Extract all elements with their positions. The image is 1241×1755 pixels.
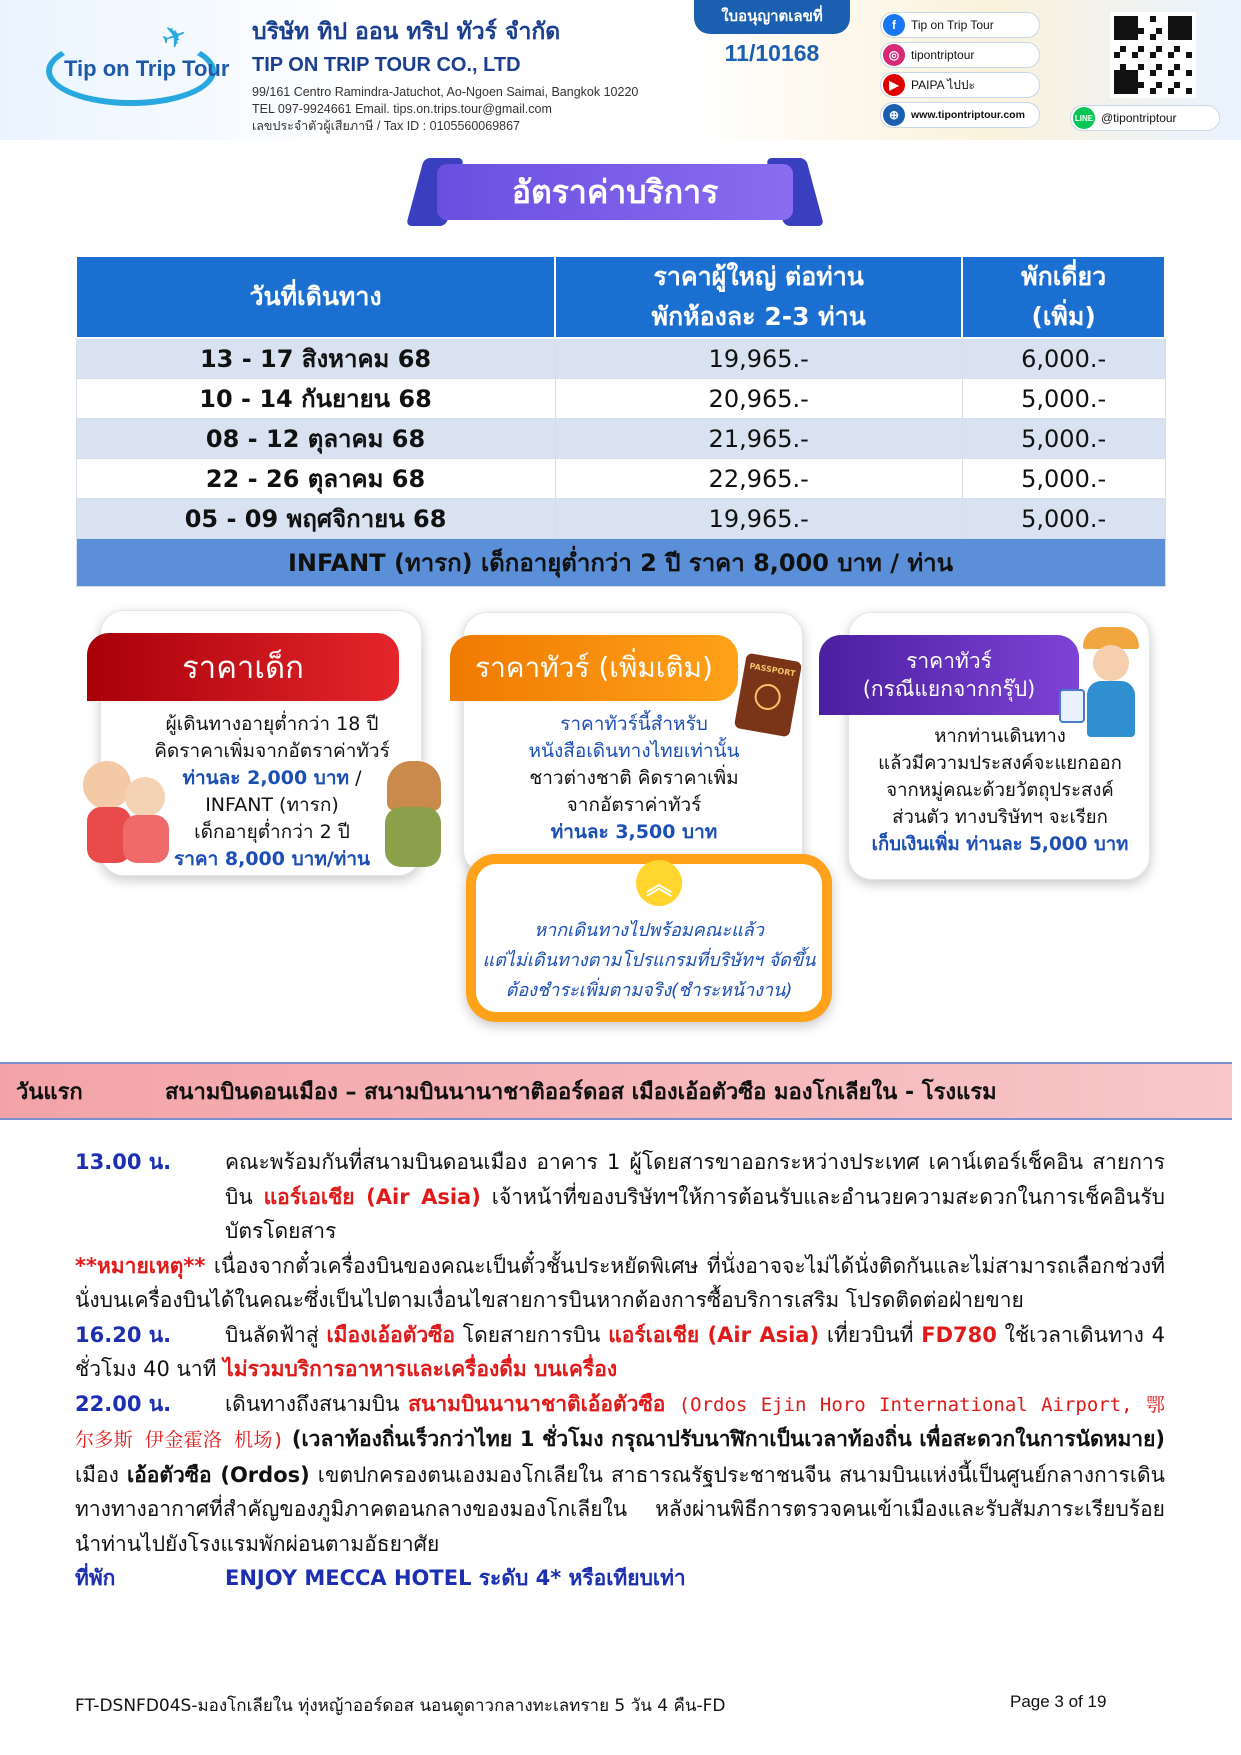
separate-price-title — [819, 635, 1079, 715]
note-label: **หมายเหตุ** — [75, 1253, 206, 1278]
passport-label: PASSPORT — [748, 661, 797, 679]
header-single — [962, 256, 1165, 338]
itinerary-item — [75, 1318, 1165, 1387]
youtube-icon: ▶ — [883, 74, 905, 96]
row-single-price: 5,000.- — [962, 379, 1165, 419]
notice-line-2: แต่ไม่เดินทางตามโปรแกรมที่บริษัทฯ จัดขึ้น — [482, 950, 816, 971]
flight-number: FD780 — [921, 1322, 997, 1347]
company-info — [252, 14, 638, 133]
company-name-en: TIP ON TRIP TOUR CO., LTD — [252, 54, 521, 76]
extra-price-title: ราคาทัวร์ (เพิ่มเติม) — [450, 635, 738, 701]
line-link[interactable] — [1070, 105, 1220, 131]
child-line-3 — [141, 765, 403, 792]
row-adult-price: 19,965.- — [555, 499, 962, 539]
youtube-label: PAIPA ไปปะ — [911, 77, 975, 92]
license-number: 11/10168 — [724, 40, 820, 66]
header-single-line2: (เพิ่ม) — [1031, 302, 1096, 331]
youtube-link[interactable] — [880, 72, 1040, 98]
infant-note: INFANT (ทารก) เด็กอายุต่ำกว่า 2 ปี ราคา 8,000 บาท / ท่าน — [76, 539, 1165, 587]
facebook-icon: f — [883, 14, 905, 36]
separate-title-line2: (กรณีแยกจากกรุ๊ป) — [862, 677, 1036, 701]
license-box — [694, 0, 850, 67]
separate-line-3: จากหมู่คณะด้วยวัตถุประสงค์ — [886, 780, 1114, 801]
instagram-link[interactable] — [880, 42, 1040, 68]
row-date: 13 - 17 สิงหาคม 68 — [76, 338, 555, 379]
social-links — [880, 12, 1040, 132]
header-adult-line1: ราคาผู้ใหญ่ ต่อท่าน — [653, 262, 864, 291]
table-row — [76, 459, 1165, 499]
separate-line-1: หากท่านเดินทาง — [934, 726, 1066, 747]
company-address: 99/161 Centro Ramindra-Jatuchot, Ao-Ngoen Saimai, Bangkok 10220 — [252, 85, 639, 99]
airline-name: แอร์เอเชีย (Air Asia) — [263, 1184, 481, 1209]
itinerary — [75, 1145, 1165, 1596]
separate-line-4: ส่วนตัว ทางบริษัทฯ จะเรียก — [892, 807, 1108, 828]
website-link[interactable] — [880, 102, 1040, 128]
instagram-icon: ◎ — [883, 44, 905, 66]
kid-body-right — [385, 807, 441, 867]
itinerary-item — [75, 1387, 1165, 1562]
day-1-label: วันแรก — [16, 1079, 83, 1105]
facebook-label: Tip on Trip Tour — [911, 18, 994, 32]
kid-illustration-left — [83, 761, 131, 809]
section-title-ribbon — [415, 158, 815, 226]
row-single-price: 6,000.- — [962, 338, 1165, 379]
airport-name: สนามบินนานาชาติเอ้อตัวซือ — [408, 1391, 666, 1416]
extra-line-4: จากอัตราค่าทัวร์ — [566, 794, 702, 816]
separate-price-body — [859, 723, 1141, 858]
airline-name: แอร์เอเชีย (Air Asia) — [608, 1322, 820, 1347]
separate-price-card — [848, 612, 1150, 880]
row-date: 05 - 09 พฤศจิกายน 68 — [76, 499, 555, 539]
facebook-link[interactable] — [880, 12, 1040, 38]
extra-price-body — [484, 711, 784, 846]
day-1-title: สนามบินดอนเมือง – สนามบินนานาชาติออร์ดอส เมืองเอ้อตัวซือ มองโกเลียใน - โรงแรม — [165, 1079, 997, 1105]
header-single-line1: พักเดี่ยว — [1021, 262, 1107, 291]
table-header-row — [76, 256, 1165, 338]
extra-line-1: ราคาทัวร์นี้สำหรับ — [560, 713, 708, 735]
hotel-row — [75, 1561, 1165, 1596]
line-label: @tipontriptour — [1101, 111, 1177, 125]
notice-card — [466, 854, 832, 1022]
row-single-price: 5,000.- — [962, 459, 1165, 499]
itinerary-item — [75, 1145, 1165, 1249]
row-date: 10 - 14 กันยายน 68 — [76, 379, 555, 419]
globe-icon: ⊕ — [883, 104, 905, 126]
separate-line-2: แล้วมีความประสงค์จะแยกออก — [878, 753, 1122, 774]
row-single-price: 5,000.- — [962, 419, 1165, 459]
text-segment: เดินทางถึงสนามบิน — [225, 1391, 409, 1416]
notice-line-1: หากเดินทางไปพร้อมคณะแล้ว — [534, 920, 764, 941]
text-segment: ใช้เวลาเดินทาง 4 ชั่วโมง 40 นาที — [75, 1322, 1165, 1381]
separate-title-line1: ราคาทัวร์ — [906, 649, 992, 673]
line-icon: LINE — [1073, 107, 1095, 129]
header-adult — [555, 256, 962, 338]
company-tax-id: เลขประจำตัวผู้เสียภาษี / Tax ID : 0105560069867 — [252, 119, 521, 133]
table-row — [76, 379, 1165, 419]
row-adult-price: 19,965.- — [555, 338, 962, 379]
child-infant-price: ราคา 8,000 บาท/ท่าน — [174, 848, 370, 870]
city-name: เอ้อตัวซือ (Ordos) — [126, 1462, 310, 1487]
table-row — [76, 419, 1165, 459]
company-name-th: บริษัท ทิป ออน ทริป ทัวร์ จำกัด — [252, 19, 561, 45]
footer-page-number: Page 3 of 19 — [1010, 1692, 1107, 1711]
section-title: อัตราค่าบริการ — [437, 164, 793, 220]
time-1300: 13.00 น. — [75, 1150, 172, 1174]
extra-line-2: หนังสือเดินทางไทยเท่านั้น — [528, 740, 740, 762]
child-line-5: เด็กอายุต่ำกว่า 2 ปี — [194, 821, 350, 843]
notice-body — [476, 916, 822, 1006]
timezone-note: (เวลาท้องถิ่นเร็วกว่าไทย 1 ชั่วโมง กรุณาปรับนาฬิกาเป็นเวลาท้องถิ่น เพื่อสะดวกในการนัดหมาย) — [284, 1427, 1165, 1451]
hotel-name: ENJOY MECCA HOTEL ระดับ 4* หรือเทียบเท่า — [225, 1566, 686, 1590]
company-logo — [42, 14, 242, 114]
kid-illustration-middle — [125, 777, 165, 817]
hotel-label: ที่พัก — [75, 1566, 116, 1590]
license-label: ใบอนุญาตเลขที่ — [694, 0, 850, 34]
header-adult-line2: พักห้องละ 2-3 ท่าน — [651, 302, 866, 331]
website-label: www.tipontriptour.com — [911, 109, 1025, 121]
price-table — [75, 255, 1166, 587]
row-adult-price: 21,965.- — [555, 419, 962, 459]
qr-code — [1110, 12, 1196, 98]
text-segment: เจ้าหน้าที่ของบริษัทฯให้การต้อนรับและอำนวยความสะดวกในการเช็คอินรับบัตรโดยสาร — [225, 1184, 1165, 1243]
text-segment: เมือง — [75, 1462, 127, 1487]
child-price-title: ราคาเด็ก — [87, 633, 399, 701]
logo-text: Tip on Trip Tour — [64, 56, 230, 81]
time-2200: 22.00 น. — [75, 1391, 172, 1416]
meal-note: ไม่รวมบริการอาหารและเครื่องดื่ม บนเครื่อง — [223, 1357, 618, 1381]
text-segment: โดยสายการบิน — [455, 1322, 609, 1347]
extra-line-3: ชาวต่างชาติ คิดราคาเพิ่ม — [529, 767, 739, 789]
table-row — [76, 499, 1165, 539]
time-1620: 16.20 น. — [75, 1322, 172, 1347]
row-date: 22 - 26 ตุลาคม 68 — [76, 459, 555, 499]
page-header — [0, 0, 1241, 140]
day-1-header — [0, 1062, 1232, 1120]
extra-price-card — [463, 612, 803, 874]
header-date: วันที่เดินทาง — [76, 256, 555, 338]
row-date: 08 - 12 ตุลาคม 68 — [76, 419, 555, 459]
text-segment: เขตปกครองตนเองมองโกเลียใน สาธารณรัฐประชาชนจีน สนามบินแห่งนี้เป็นศูนย์กลางการเดินทางทางอากาศที่สำคัญของภูมิภาคตอนกลางของมองโกเลียใน หลังผ่านพิธีการตรวจคนเข้าเมืองและรับสัมภาระเรียบร้อย นำท่านไปยังโรงแรมพักผ่อนตามอัธยาศัย — [75, 1462, 1165, 1556]
instagram-label: tipontriptour — [911, 48, 975, 62]
text-segment: บินลัดฟ้าสู่ — [225, 1322, 327, 1347]
row-adult-price: 20,965.- — [555, 379, 962, 419]
kid-body-middle — [123, 815, 169, 863]
destination-city: เมืองเอ้อตัวซือ — [326, 1322, 456, 1347]
kid-illustration-right — [387, 761, 441, 811]
airplane-icon: ✈ — [156, 16, 193, 59]
child-price: ท่านละ 2,000 บาท — [182, 767, 350, 789]
itinerary-note — [75, 1249, 1165, 1318]
child-line-2: คิดราคาเพิ่มจากอัตราค่าทัวร์ — [154, 740, 390, 762]
double-chevron-up-icon: ︽ — [636, 860, 682, 906]
child-price-card — [100, 610, 422, 876]
row-single-price: 5,000.- — [962, 499, 1165, 539]
footer-program-code: FT-DSNFD04S-มองโกเลียใน ทุ่งหญ้าออร์ดอส นอนดูดาวกลางทะเลทราย 5 วัน 4 คืน-FD — [75, 1696, 726, 1716]
text-segment: คณะพร้อมกันที่สนามบินดอนเมือง อาคาร 1 ผู้โดยสารขาออกระหว่างประเทศ เคาน์เตอร์เช็คอิน สายการบิน — [225, 1150, 1165, 1209]
text-segment: เที่ยวบินที่ — [819, 1322, 922, 1347]
table-row — [76, 338, 1165, 379]
infant-row — [76, 539, 1165, 587]
child-slash: / — [355, 767, 362, 789]
notice-line-3: ต้องชำระเพิ่มตามจริง(ชำระหน้างาน) — [505, 980, 793, 1001]
separate-price: เก็บเงินเพิ่ม ท่านละ 5,000 บาท — [871, 834, 1129, 855]
qr-pattern — [1114, 16, 1192, 94]
extra-price: ท่านละ 3,500 บาท — [550, 821, 718, 843]
itinerary-text — [225, 1145, 1165, 1249]
child-line-1: ผู้เดินทางอายุต่ำกว่า 18 ปี — [165, 713, 379, 735]
airport-name-en: (Ordos Ejin Horo International Airport, 鄂尔多斯 伊金霍洛 机场) — [75, 1393, 1166, 1451]
child-line-4: INFANT (ทารก) — [205, 794, 339, 816]
note-text: เนื่องจากตั๋วเครื่องบินของคณะเป็นตั๋วชั้นประหยัดพิเศษ ที่นั่งอาจจะไม่ได้นั่งติดกันและไม่สามารถเลือกช่วงที่นั่งบนเครื่องบินได้ในคณะซึ่งเป็นไปตามเงื่อนไขสายการบินหากต้องการซื้อบริการเสริม โปรดติดต่อฝ่ายขาย — [75, 1253, 1165, 1312]
row-adult-price: 22,965.- — [555, 459, 962, 499]
child-price-body — [141, 711, 403, 873]
company-contact: TEL 097-9924661 Email. tips.on.trips.tour@gmail.com — [252, 102, 552, 116]
